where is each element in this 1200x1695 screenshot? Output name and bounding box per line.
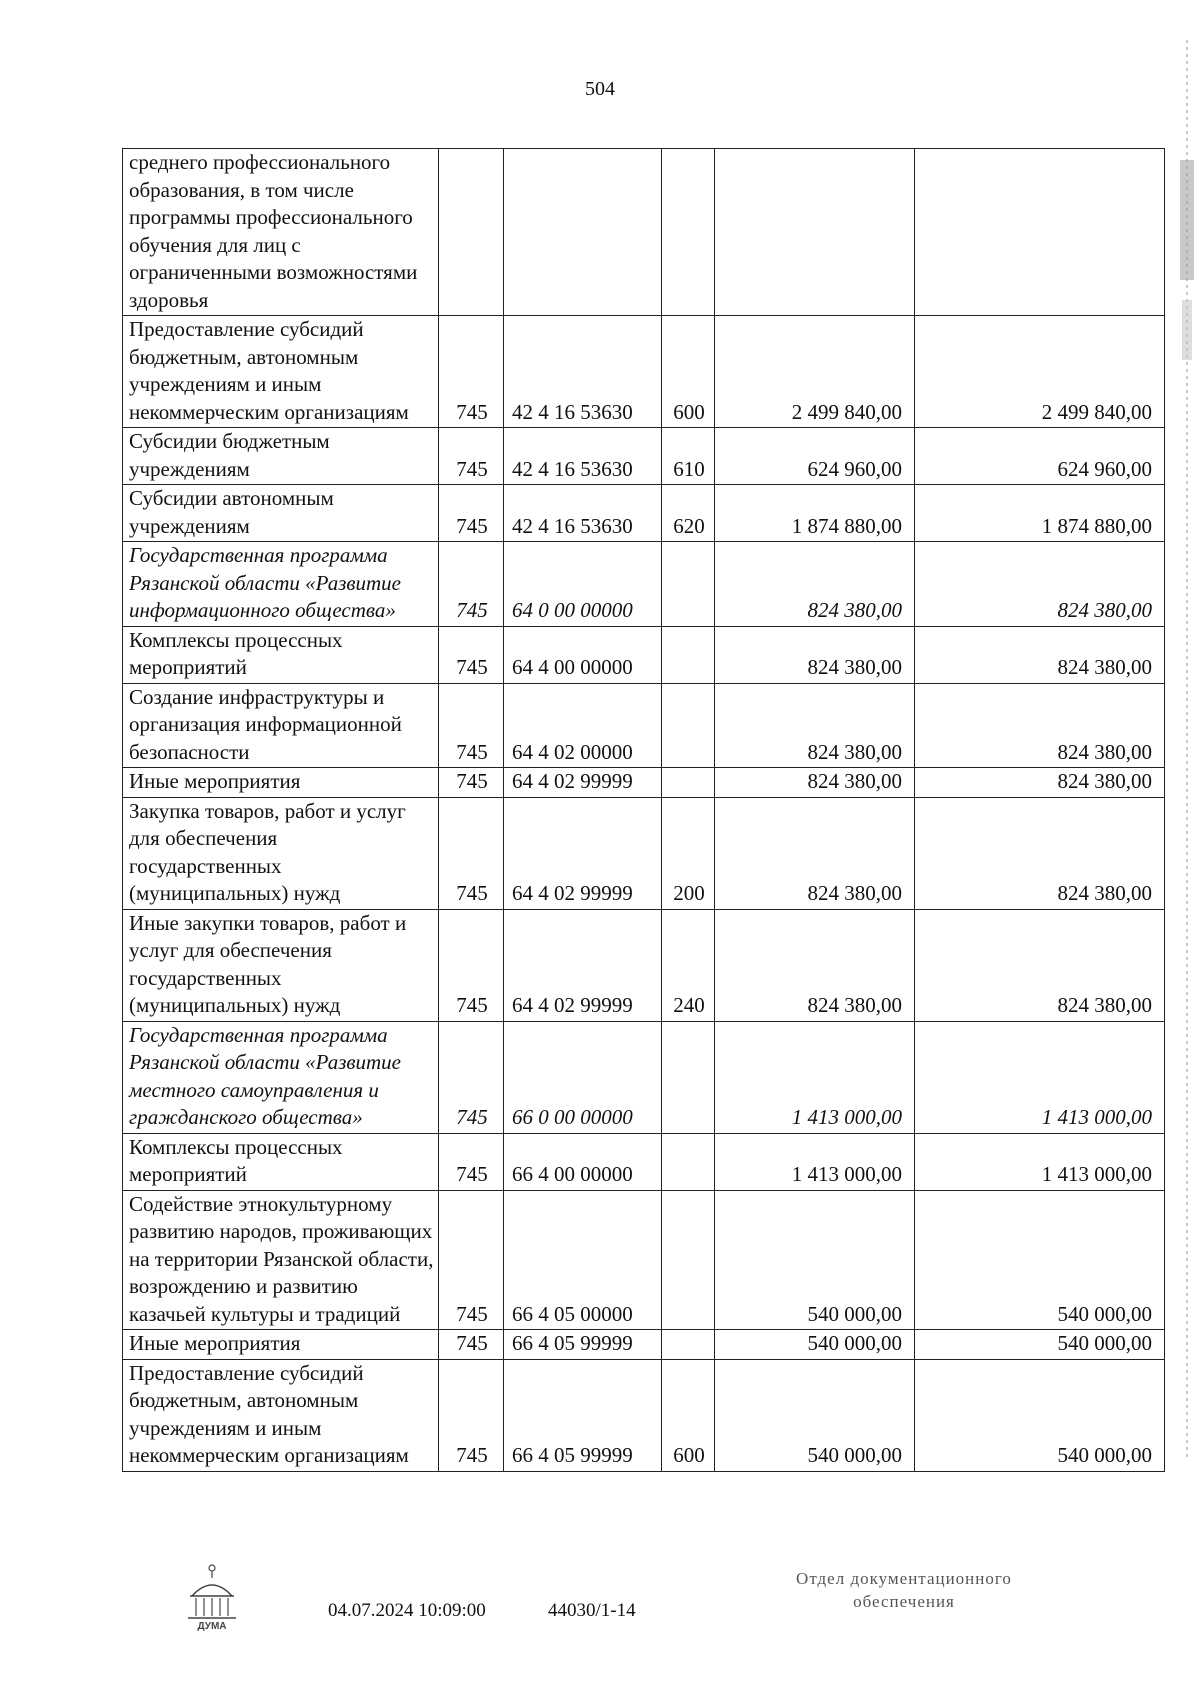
row-name: Предоставление субсидий бюджетным, автономным учреждениям и иным некоммерческим организациям (123, 1359, 439, 1471)
table-row (123, 1359, 1165, 1471)
row-ved-code: 745 (439, 316, 504, 428)
table-row (123, 428, 1165, 485)
logo-text: ДУМА (197, 1621, 227, 1632)
table-row (123, 797, 1165, 909)
table-row (123, 542, 1165, 627)
row-sum-year-1: 540 000,00 (715, 1330, 915, 1360)
row-name: Комплексы процессных мероприятий (123, 1133, 439, 1190)
row-vr-code: 610 (662, 428, 715, 485)
row-sum-year-2: 824 380,00 (915, 683, 1165, 768)
row-vr-code (662, 1021, 715, 1133)
row-sum-year-2: 540 000,00 (915, 1330, 1165, 1360)
row-vr-code (662, 683, 715, 768)
row-vr-code: 240 (662, 909, 715, 1021)
row-vr-code: 600 (662, 316, 715, 428)
row-sum-year-2: 824 380,00 (915, 542, 1165, 627)
row-name: Закупка товаров, работ и услуг для обеспечения государственных (муниципальных) нужд (123, 797, 439, 909)
row-csr-code: 66 4 05 99999 (504, 1359, 662, 1471)
row-sum-year-2 (915, 149, 1165, 316)
table-row (123, 1190, 1165, 1330)
table-row (123, 1133, 1165, 1190)
row-sum-year-1 (715, 149, 915, 316)
row-sum-year-1: 824 380,00 (715, 626, 915, 683)
row-name: Государственная программа Рязанской области «Развитие информационного общества» (123, 542, 439, 627)
footer-doc-number: 44030/1-14 (548, 1600, 636, 1621)
row-sum-year-1: 2 499 840,00 (715, 316, 915, 428)
row-csr-code: 64 4 02 00000 (504, 683, 662, 768)
row-vr-code (662, 542, 715, 627)
row-vr-code (662, 149, 715, 316)
row-csr-code: 42 4 16 53630 (504, 485, 662, 542)
department-stamp (774, 1567, 1034, 1613)
row-sum-year-2: 1 874 880,00 (915, 485, 1165, 542)
row-sum-year-1: 540 000,00 (715, 1359, 915, 1471)
row-csr-code: 66 4 05 99999 (504, 1330, 662, 1360)
row-sum-year-2: 1 413 000,00 (915, 1021, 1165, 1133)
row-csr-code (504, 149, 662, 316)
row-csr-code: 64 4 02 99999 (504, 797, 662, 909)
row-csr-code: 66 4 00 00000 (504, 1133, 662, 1190)
row-ved-code: 745 (439, 1021, 504, 1133)
row-sum-year-2: 824 380,00 (915, 768, 1165, 798)
row-ved-code: 745 (439, 768, 504, 798)
row-sum-year-1: 824 380,00 (715, 909, 915, 1021)
row-ved-code: 745 (439, 428, 504, 485)
row-name: Иные мероприятия (123, 1330, 439, 1360)
row-vr-code: 200 (662, 797, 715, 909)
row-name: Иные закупки товаров, работ и услуг для обеспечения государственных (муниципальных) нужд (123, 909, 439, 1021)
row-ved-code: 745 (439, 1359, 504, 1471)
row-sum-year-2: 540 000,00 (915, 1359, 1165, 1471)
row-ved-code (439, 149, 504, 316)
row-sum-year-1: 1 413 000,00 (715, 1021, 915, 1133)
page-number: 504 (585, 78, 615, 100)
stamp-line-2: обеспечения (853, 1592, 955, 1611)
table-row (123, 768, 1165, 798)
row-sum-year-2: 2 499 840,00 (915, 316, 1165, 428)
scan-edge-marks (1178, 0, 1196, 1695)
row-sum-year-2: 624 960,00 (915, 428, 1165, 485)
row-sum-year-1: 624 960,00 (715, 428, 915, 485)
row-csr-code: 42 4 16 53630 (504, 316, 662, 428)
table-row (123, 1330, 1165, 1360)
row-sum-year-2: 824 380,00 (915, 909, 1165, 1021)
row-vr-code (662, 1330, 715, 1360)
row-ved-code: 745 (439, 1330, 504, 1360)
table-row (123, 626, 1165, 683)
row-sum-year-2: 540 000,00 (915, 1190, 1165, 1330)
row-name: Государственная программа Рязанской области «Развитие местного самоуправления и гражданского общества» (123, 1021, 439, 1133)
row-csr-code: 64 4 02 99999 (504, 909, 662, 1021)
row-ved-code: 745 (439, 1133, 504, 1190)
row-vr-code (662, 768, 715, 798)
row-sum-year-1: 824 380,00 (715, 797, 915, 909)
row-name: Создание инфраструктуры и организация информационной безопасности (123, 683, 439, 768)
row-name: Комплексы процессных мероприятий (123, 626, 439, 683)
duma-logo-icon (182, 1562, 242, 1632)
row-sum-year-2: 824 380,00 (915, 626, 1165, 683)
row-csr-code: 66 0 00 00000 (504, 1021, 662, 1133)
row-name: Субсидии бюджетным учреждениям (123, 428, 439, 485)
row-sum-year-1: 824 380,00 (715, 542, 915, 627)
row-ved-code: 745 (439, 542, 504, 627)
row-name: среднего профессионального образования, в том числе программы профессионального обучения для лиц с ограниченными возможностями здоровья (123, 149, 439, 316)
table-row (123, 149, 1165, 316)
row-name: Иные мероприятия (123, 768, 439, 798)
table-row (123, 683, 1165, 768)
row-sum-year-1: 1 874 880,00 (715, 485, 915, 542)
table-row (123, 485, 1165, 542)
row-name: Содействие этнокультурному развитию народов, проживающих на территории Рязанской области, возрождению и развитию казачьей культуры и традиций (123, 1190, 439, 1330)
row-vr-code (662, 1133, 715, 1190)
row-vr-code (662, 626, 715, 683)
row-ved-code: 745 (439, 626, 504, 683)
row-vr-code: 600 (662, 1359, 715, 1471)
row-csr-code: 64 4 02 99999 (504, 768, 662, 798)
row-vr-code (662, 1190, 715, 1330)
row-name: Предоставление субсидий бюджетным, автономным учреждениям и иным некоммерческим организациям (123, 316, 439, 428)
table-row (123, 316, 1165, 428)
row-vr-code: 620 (662, 485, 715, 542)
budget-table (122, 148, 1165, 1472)
row-ved-code: 745 (439, 485, 504, 542)
row-ved-code: 745 (439, 909, 504, 1021)
row-sum-year-1: 824 380,00 (715, 683, 915, 768)
stamp-line-1: Отдел документационного (796, 1569, 1012, 1588)
row-sum-year-1: 1 413 000,00 (715, 1133, 915, 1190)
row-ved-code: 745 (439, 683, 504, 768)
row-sum-year-1: 824 380,00 (715, 768, 915, 798)
footer-datetime: 04.07.2024 10:09:00 (328, 1600, 486, 1621)
row-csr-code: 64 0 00 00000 (504, 542, 662, 627)
table-row (123, 909, 1165, 1021)
row-ved-code: 745 (439, 1190, 504, 1330)
table-row (123, 1021, 1165, 1133)
row-sum-year-1: 540 000,00 (715, 1190, 915, 1330)
row-ved-code: 745 (439, 797, 504, 909)
row-sum-year-2: 824 380,00 (915, 797, 1165, 909)
row-csr-code: 66 4 05 00000 (504, 1190, 662, 1330)
row-sum-year-2: 1 413 000,00 (915, 1133, 1165, 1190)
row-name: Субсидии автономным учреждениям (123, 485, 439, 542)
row-csr-code: 64 4 00 00000 (504, 626, 662, 683)
row-csr-code: 42 4 16 53630 (504, 428, 662, 485)
